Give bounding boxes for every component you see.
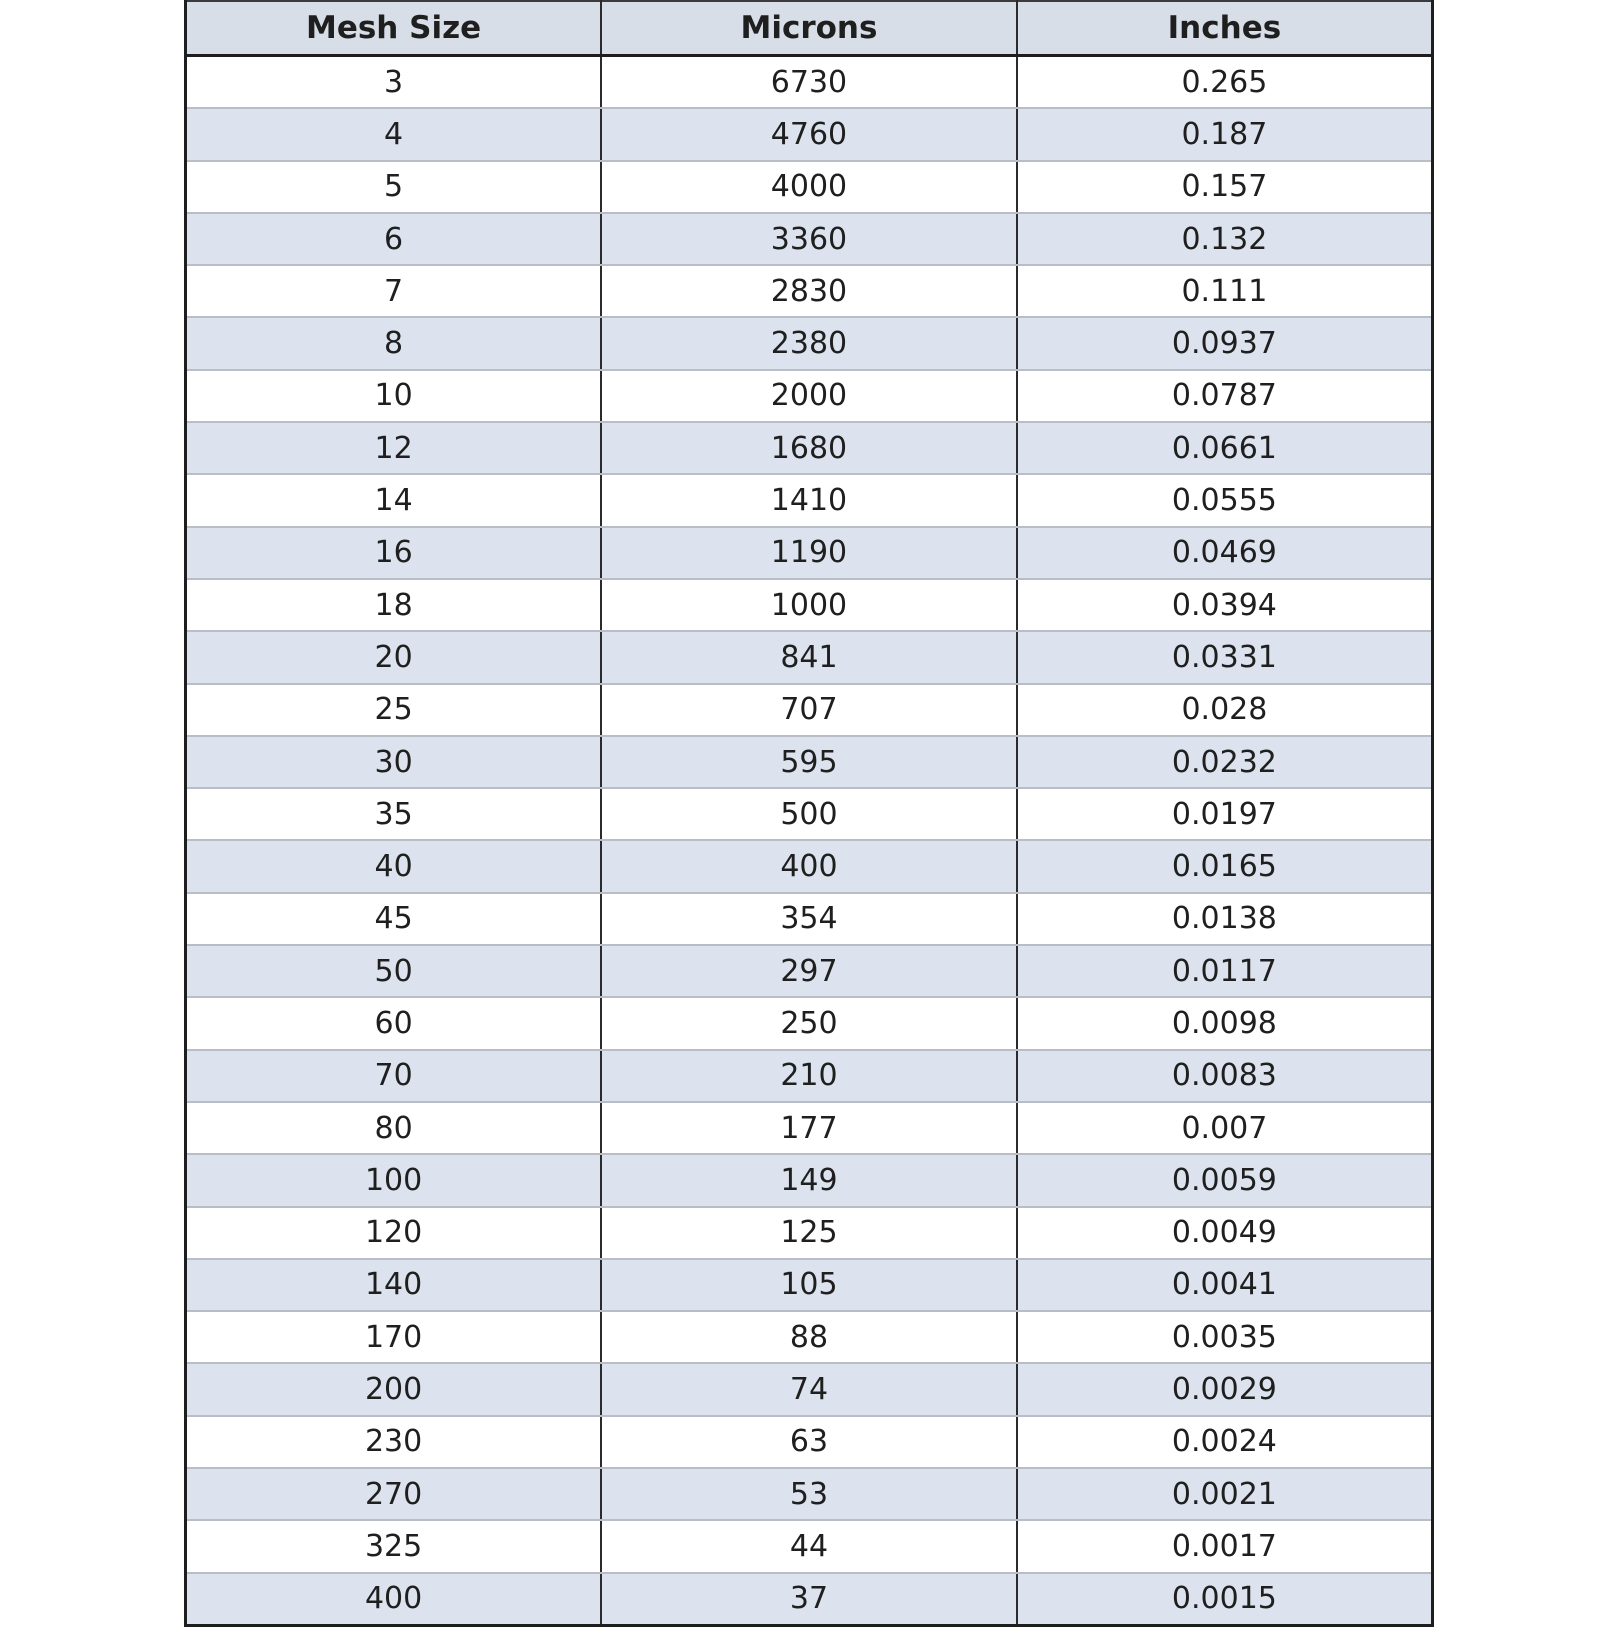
microns-cell: 1410 [601, 474, 1017, 526]
microns-cell: 4760 [601, 108, 1017, 160]
inches-cell: 0.0041 [1017, 1259, 1433, 1311]
microns-cell: 4000 [601, 161, 1017, 213]
microns-cell: 177 [601, 1102, 1017, 1154]
table-row [186, 1416, 1433, 1468]
microns-cell: 1000 [601, 579, 1017, 631]
table-row [186, 317, 1433, 369]
table-row [186, 1154, 1433, 1206]
microns-cell: 88 [601, 1311, 1017, 1363]
inches-cell: 0.111 [1017, 265, 1433, 317]
mesh-size-cell: 7 [186, 265, 602, 317]
microns-cell: 595 [601, 736, 1017, 788]
table-row [186, 945, 1433, 997]
microns-cell: 2380 [601, 317, 1017, 369]
table-row [186, 684, 1433, 736]
header-row [186, 1, 1433, 56]
table-row [186, 108, 1433, 160]
inches-cell: 0.0029 [1017, 1363, 1433, 1415]
table-body [186, 56, 1433, 1626]
mesh-size-cell: 35 [186, 788, 602, 840]
inches-cell: 0.0138 [1017, 893, 1433, 945]
column-header-mesh-size: Mesh Size [186, 1, 602, 56]
table-row [186, 1102, 1433, 1154]
inches-cell: 0.0021 [1017, 1468, 1433, 1520]
mesh-size-cell: 45 [186, 893, 602, 945]
table-row [186, 56, 1433, 109]
inches-cell: 0.0394 [1017, 579, 1433, 631]
microns-cell: 44 [601, 1520, 1017, 1572]
column-header-inches: Inches [1017, 1, 1433, 56]
microns-cell: 74 [601, 1363, 1017, 1415]
mesh-size-cell: 100 [186, 1154, 602, 1206]
inches-cell: 0.007 [1017, 1102, 1433, 1154]
inches-cell: 0.0015 [1017, 1573, 1433, 1626]
table-row [186, 1363, 1433, 1415]
mesh-size-cell: 170 [186, 1311, 602, 1363]
microns-cell: 500 [601, 788, 1017, 840]
microns-cell: 210 [601, 1050, 1017, 1102]
microns-cell: 1680 [601, 422, 1017, 474]
microns-cell: 297 [601, 945, 1017, 997]
mesh-size-cell: 80 [186, 1102, 602, 1154]
microns-cell: 250 [601, 997, 1017, 1049]
mesh-size-cell: 230 [186, 1416, 602, 1468]
mesh-size-cell: 25 [186, 684, 602, 736]
microns-cell: 354 [601, 893, 1017, 945]
table-row [186, 370, 1433, 422]
microns-cell: 2830 [601, 265, 1017, 317]
inches-cell: 0.0469 [1017, 527, 1433, 579]
inches-cell: 0.028 [1017, 684, 1433, 736]
table-row [186, 422, 1433, 474]
inches-cell: 0.0661 [1017, 422, 1433, 474]
table-header [186, 1, 1433, 56]
table-row [186, 527, 1433, 579]
microns-cell: 6730 [601, 56, 1017, 109]
table-row [186, 161, 1433, 213]
table-row [186, 1259, 1433, 1311]
microns-cell: 2000 [601, 370, 1017, 422]
table-row [186, 1207, 1433, 1259]
microns-cell: 707 [601, 684, 1017, 736]
inches-cell: 0.0197 [1017, 788, 1433, 840]
mesh-size-cell: 20 [186, 631, 602, 683]
table-row [186, 579, 1433, 631]
table-row [186, 997, 1433, 1049]
inches-cell: 0.157 [1017, 161, 1433, 213]
microns-cell: 3360 [601, 213, 1017, 265]
microns-cell: 149 [601, 1154, 1017, 1206]
microns-cell: 400 [601, 840, 1017, 892]
inches-cell: 0.0017 [1017, 1520, 1433, 1572]
inches-cell: 0.0083 [1017, 1050, 1433, 1102]
inches-cell: 0.0232 [1017, 736, 1433, 788]
mesh-size-cell: 50 [186, 945, 602, 997]
inches-cell: 0.0024 [1017, 1416, 1433, 1468]
table-row [186, 474, 1433, 526]
mesh-size-cell: 3 [186, 56, 602, 109]
inches-cell: 0.187 [1017, 108, 1433, 160]
inches-cell: 0.0059 [1017, 1154, 1433, 1206]
microns-cell: 53 [601, 1468, 1017, 1520]
mesh-size-cell: 270 [186, 1468, 602, 1520]
mesh-size-cell: 4 [186, 108, 602, 160]
microns-cell: 125 [601, 1207, 1017, 1259]
inches-cell: 0.0787 [1017, 370, 1433, 422]
mesh-size-cell: 5 [186, 161, 602, 213]
table-row [186, 1573, 1433, 1626]
table-row [186, 1520, 1433, 1572]
inches-cell: 0.0035 [1017, 1311, 1433, 1363]
inches-cell: 0.0117 [1017, 945, 1433, 997]
mesh-size-cell: 18 [186, 579, 602, 631]
mesh-size-cell: 40 [186, 840, 602, 892]
mesh-size-cell: 6 [186, 213, 602, 265]
mesh-size-cell: 400 [186, 1573, 602, 1626]
microns-cell: 37 [601, 1573, 1017, 1626]
mesh-size-cell: 140 [186, 1259, 602, 1311]
microns-cell: 841 [601, 631, 1017, 683]
microns-cell: 63 [601, 1416, 1017, 1468]
table-row [186, 1311, 1433, 1363]
inches-cell: 0.0331 [1017, 631, 1433, 683]
mesh-size-cell: 200 [186, 1363, 602, 1415]
inches-cell: 0.0937 [1017, 317, 1433, 369]
inches-cell: 0.132 [1017, 213, 1433, 265]
inches-cell: 0.0165 [1017, 840, 1433, 892]
mesh-size-cell: 16 [186, 527, 602, 579]
mesh-conversion-table [184, 0, 1434, 1627]
mesh-size-cell: 325 [186, 1520, 602, 1572]
table-row [186, 1050, 1433, 1102]
table-row [186, 736, 1433, 788]
table-row [186, 213, 1433, 265]
table-row [186, 893, 1433, 945]
microns-cell: 105 [601, 1259, 1017, 1311]
mesh-size-cell: 10 [186, 370, 602, 422]
inches-cell: 0.0555 [1017, 474, 1433, 526]
mesh-size-cell: 30 [186, 736, 602, 788]
microns-cell: 1190 [601, 527, 1017, 579]
table-row [186, 840, 1433, 892]
table-row [186, 1468, 1433, 1520]
inches-cell: 0.0098 [1017, 997, 1433, 1049]
mesh-size-cell: 8 [186, 317, 602, 369]
table-row [186, 265, 1433, 317]
inches-cell: 0.265 [1017, 56, 1433, 109]
mesh-size-cell: 60 [186, 997, 602, 1049]
table-row [186, 631, 1433, 683]
mesh-size-cell: 70 [186, 1050, 602, 1102]
column-header-microns: Microns [601, 1, 1017, 56]
mesh-conversion-table-container [184, 0, 1434, 1627]
mesh-size-cell: 14 [186, 474, 602, 526]
mesh-size-cell: 12 [186, 422, 602, 474]
table-row [186, 788, 1433, 840]
inches-cell: 0.0049 [1017, 1207, 1433, 1259]
mesh-size-cell: 120 [186, 1207, 602, 1259]
